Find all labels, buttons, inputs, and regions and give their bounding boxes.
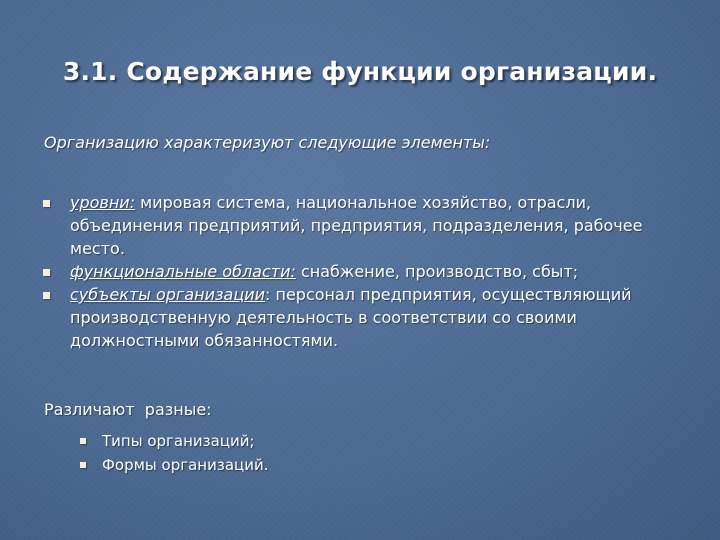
list-item-text: : персонал предприятия, осуществляющий производственную деятельность в соответствии со своими должностными обязанностями. (70, 285, 632, 350)
elements-list (40, 191, 690, 352)
list-item (40, 283, 690, 352)
distinguish-heading: Различают разные: (44, 400, 212, 419)
list-item-term: уровни: (70, 193, 136, 212)
slide-title: 3.1. Содержание функции организации. (62, 57, 658, 86)
distinguish-list (78, 429, 269, 477)
sub-list-item-text: Типы организаций; (102, 432, 255, 450)
intro-text: Организацию характеризуют следующие элементы: (44, 133, 491, 152)
list-item (40, 191, 690, 260)
list-item-text: снабжение, производство, сбыт; (295, 262, 579, 281)
list-item (40, 260, 690, 283)
square-bullet-icon (43, 269, 50, 276)
square-bullet-icon (80, 462, 86, 468)
sub-list-item (78, 453, 269, 477)
sub-list-item (78, 429, 269, 453)
sub-list-item-text: Формы организаций. (102, 456, 269, 474)
square-bullet-icon (43, 200, 50, 207)
square-bullet-icon (80, 438, 86, 444)
list-item-text: мировая система, национальное хозяйство, отрасли, объединения предприятий, предприятия, подразделения, рабочее место. (70, 193, 643, 258)
square-bullet-icon (43, 292, 50, 299)
list-item-term: функциональные области: (70, 262, 296, 281)
list-item-term: субъекты организации (70, 285, 265, 304)
